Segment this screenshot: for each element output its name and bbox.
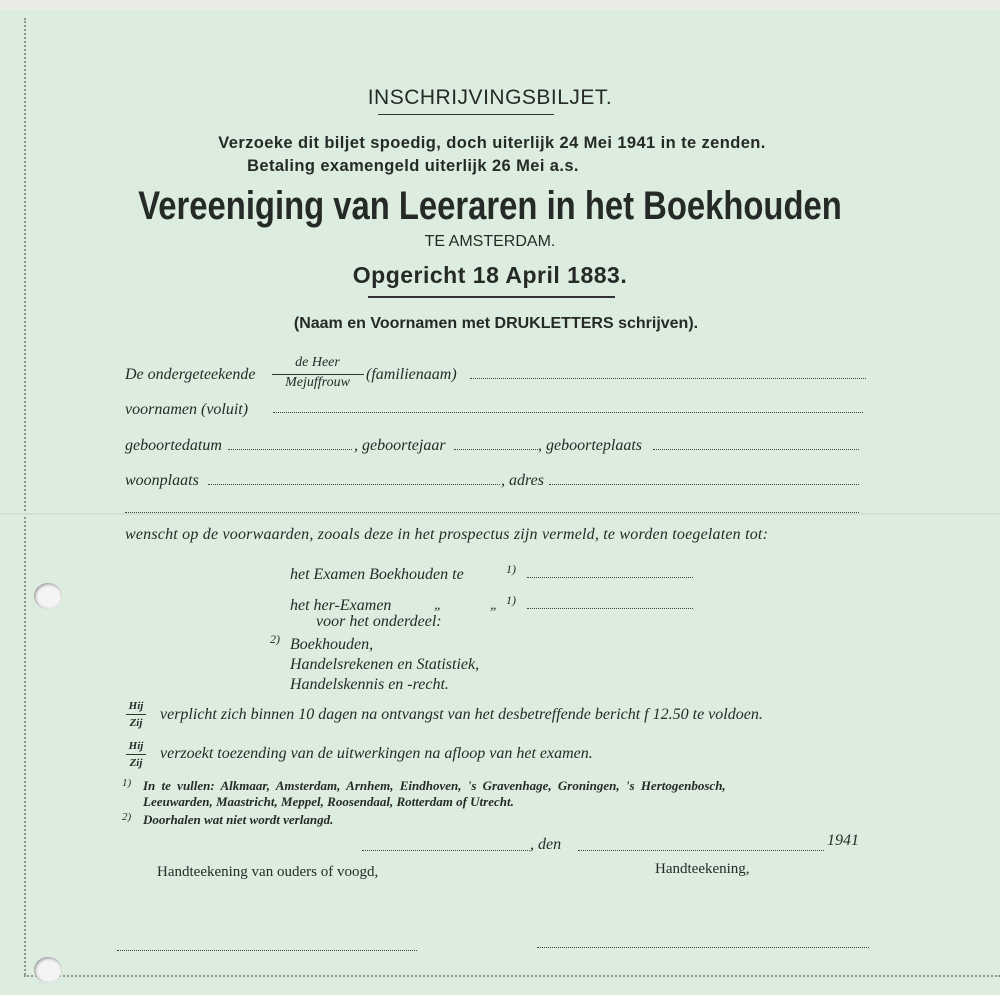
- print-instruction: (Naam en Voornamen met DRUKLETTERS schrijven).: [293, 315, 699, 332]
- exam-footnote-mark: 1): [506, 562, 516, 576]
- parent-signature-field[interactable]: [117, 950, 417, 951]
- date-label: , den: [530, 836, 562, 853]
- ditto-mark: „: [490, 598, 498, 613]
- exam-label: het Examen Boekhouden te: [290, 566, 464, 583]
- birth-date-field[interactable]: [228, 449, 352, 450]
- first-names-field[interactable]: [273, 412, 863, 413]
- punch-hole-bottom: [34, 957, 62, 983]
- undersigned-label: De ondergeteekende: [125, 366, 256, 383]
- address-field[interactable]: [549, 484, 859, 485]
- organization-city: TE AMSTERDAM.: [424, 233, 556, 250]
- zij-option[interactable]: Zij: [129, 757, 143, 769]
- organization-name: Vereeniging van Leeraren in het Boekhouden: [138, 184, 842, 228]
- payment-obligation: verplicht zich binnen 10 dagen na ontvangst van het desbetreffende bericht f 12.50 te voldoen.: [160, 706, 763, 723]
- punch-hole-top: [34, 583, 62, 609]
- ditto-mark: „: [434, 598, 442, 613]
- header-divider: [368, 296, 615, 298]
- birth-place-field[interactable]: [653, 449, 859, 450]
- residence-field[interactable]: [208, 484, 500, 485]
- footnote-1-mark: 1): [122, 777, 132, 789]
- first-names-label: voornamen (voluit): [125, 401, 249, 418]
- family-name-field[interactable]: [470, 378, 866, 379]
- address-field-line2[interactable]: [125, 512, 859, 513]
- own-signature-field[interactable]: [537, 947, 869, 948]
- zij-option[interactable]: Zij: [129, 717, 143, 729]
- hij-option[interactable]: Hij: [128, 700, 144, 712]
- own-signature-label: Handteekening,: [655, 861, 750, 877]
- subject-commercial-arithmetic[interactable]: Handelsrekenen en Statistiek,: [290, 656, 480, 673]
- title-underline: [378, 114, 554, 115]
- subject-commercial-law[interactable]: Handelskennis en -recht.: [290, 676, 449, 693]
- birth-year-label: , geboortejaar: [354, 437, 446, 454]
- hij-zij-option: [124, 739, 148, 770]
- title-miss-option[interactable]: Mejuffrouw: [285, 375, 350, 390]
- birth-place-label: , geboorteplaats: [538, 437, 642, 454]
- title-mr-option[interactable]: de Heer: [295, 355, 340, 370]
- payment-line: Betaling examengeld uiterlijk 26 Mei a.s.: [247, 157, 579, 175]
- hij-zij-option: [124, 699, 148, 730]
- form-title: INSCHRIJVINGSBILJET.: [367, 86, 613, 109]
- family-name-label: (familienaam): [366, 366, 457, 383]
- answers-request: verzoekt toezending van de uitwerkingen na afloop van het examen.: [160, 745, 593, 762]
- subject-bookkeeping[interactable]: Boekhouden,: [290, 636, 374, 653]
- footnote-2: Doorhalen wat niet wordt verlangd.: [143, 812, 334, 827]
- parent-signature-label: Handteekening van ouders of voogd,: [157, 864, 379, 880]
- paper-edge: [0, 0, 1000, 10]
- reexam-footnote-mark: 1): [506, 593, 516, 607]
- reexam-city-field[interactable]: [527, 608, 693, 609]
- address-label: , adres: [501, 472, 544, 489]
- subject-footnote-mark: 2): [270, 632, 280, 646]
- deadline-line: Verzoeke dit biljet spoedig, doch uiterlijk 24 Mei 1941 in te zenden.: [218, 134, 766, 152]
- birth-date-label: geboortedatum: [125, 437, 222, 454]
- hij-option[interactable]: Hij: [128, 740, 144, 752]
- exam-city-field[interactable]: [527, 577, 693, 578]
- founded-line: Opgericht 18 April 1883.: [352, 262, 628, 288]
- birth-year-field[interactable]: [454, 449, 538, 450]
- place-field[interactable]: [362, 850, 530, 851]
- footnote-1-line1: In te vullen: Alkmaar, Amsterdam, Arnhem, Eindhoven, 's Gravenhage, Groningen, 's Hertogenbosch,: [143, 778, 726, 793]
- reexam-label: het her-Examen: [290, 597, 392, 614]
- perforation-bottom: [24, 975, 1000, 977]
- for-part-label: voor het onderdeel:: [316, 613, 442, 630]
- admission-request: wenscht op de voorwaarden, zooals deze in het prospectus zijn vermeld, te worden toegelaten tot:: [125, 526, 769, 543]
- footnote-1-line2: Leeuwarden, Maastricht, Meppel, Roosendaal, Rotterdam of Utrecht.: [143, 794, 514, 809]
- footnote-2-mark: 2): [122, 811, 132, 823]
- date-field[interactable]: [578, 850, 824, 851]
- fold-line: [0, 513, 1000, 515]
- residence-label: woonplaats: [125, 472, 199, 489]
- signature-year: 1941: [827, 832, 859, 849]
